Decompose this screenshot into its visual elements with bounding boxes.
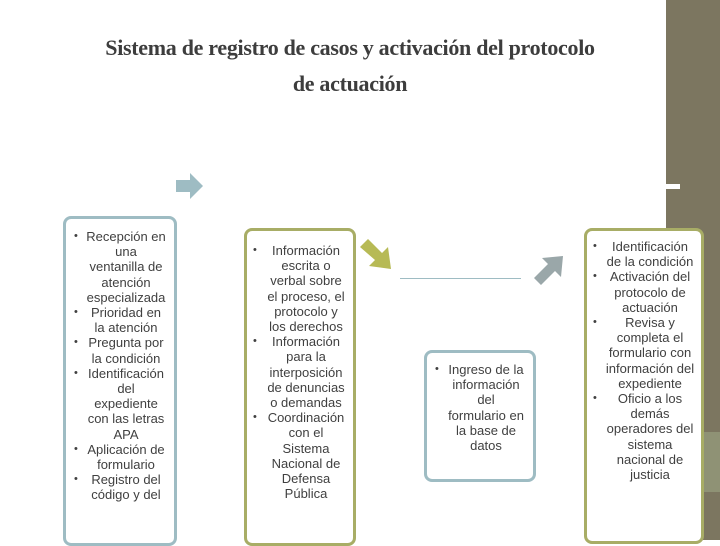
arrow-up-right-icon xyxy=(532,255,566,287)
list-item: • Registro del código y del xyxy=(74,472,166,502)
list-item: • Ingreso de la información del formulario en la base de datos xyxy=(435,362,525,453)
list-item: • Prioridad en la atención xyxy=(74,305,166,335)
panel-top-line xyxy=(570,184,680,189)
step-box-3 xyxy=(424,350,536,482)
panel-label xyxy=(565,192,665,222)
title-line-1: Sistema de registro de casos y activación del protocolo xyxy=(105,35,595,60)
list-item: • Coordinación con el Sistema Nacional de Defensa Pública xyxy=(253,410,347,501)
list-item: • Información para la interposición de denuncias o demandas xyxy=(253,334,347,410)
list-item: • Recepción en una ventanilla de atención especializada xyxy=(74,229,166,305)
list-item: • Oficio a los demás operadores del sistema nacional de justicia xyxy=(593,391,695,482)
list-item: • Aplicación de formulario xyxy=(74,442,166,472)
panel-label-line-1: 4° Juzgado xyxy=(584,192,646,206)
arrow-right-icon xyxy=(174,172,204,200)
step-2-list xyxy=(253,243,347,501)
arrow-down-right-icon xyxy=(358,238,394,272)
step-3-list xyxy=(435,362,525,453)
step-4-list xyxy=(593,239,695,482)
list-item: • Identificación de la condición xyxy=(593,239,695,269)
step-1-list xyxy=(74,229,166,503)
panel-label-line-2: o Sala xyxy=(597,207,633,221)
list-item: • Activación del protocolo de actuación xyxy=(593,269,695,315)
connector-line xyxy=(400,278,521,279)
step-box-2 xyxy=(244,228,356,546)
list-item: • Revisa y completa el formulario con información del expediente xyxy=(593,315,695,391)
list-item: • Identificación del expediente con las letras APA xyxy=(74,366,166,442)
title-line-2: de actuación xyxy=(292,71,408,96)
step-box-4 xyxy=(584,228,704,544)
step-box-1 xyxy=(63,216,177,546)
list-item: • Pregunta por la condición xyxy=(74,335,166,365)
list-item: • Información escrita o verbal sobre el proceso, el protocolo y los derechos xyxy=(253,243,347,334)
page-title xyxy=(40,30,660,102)
